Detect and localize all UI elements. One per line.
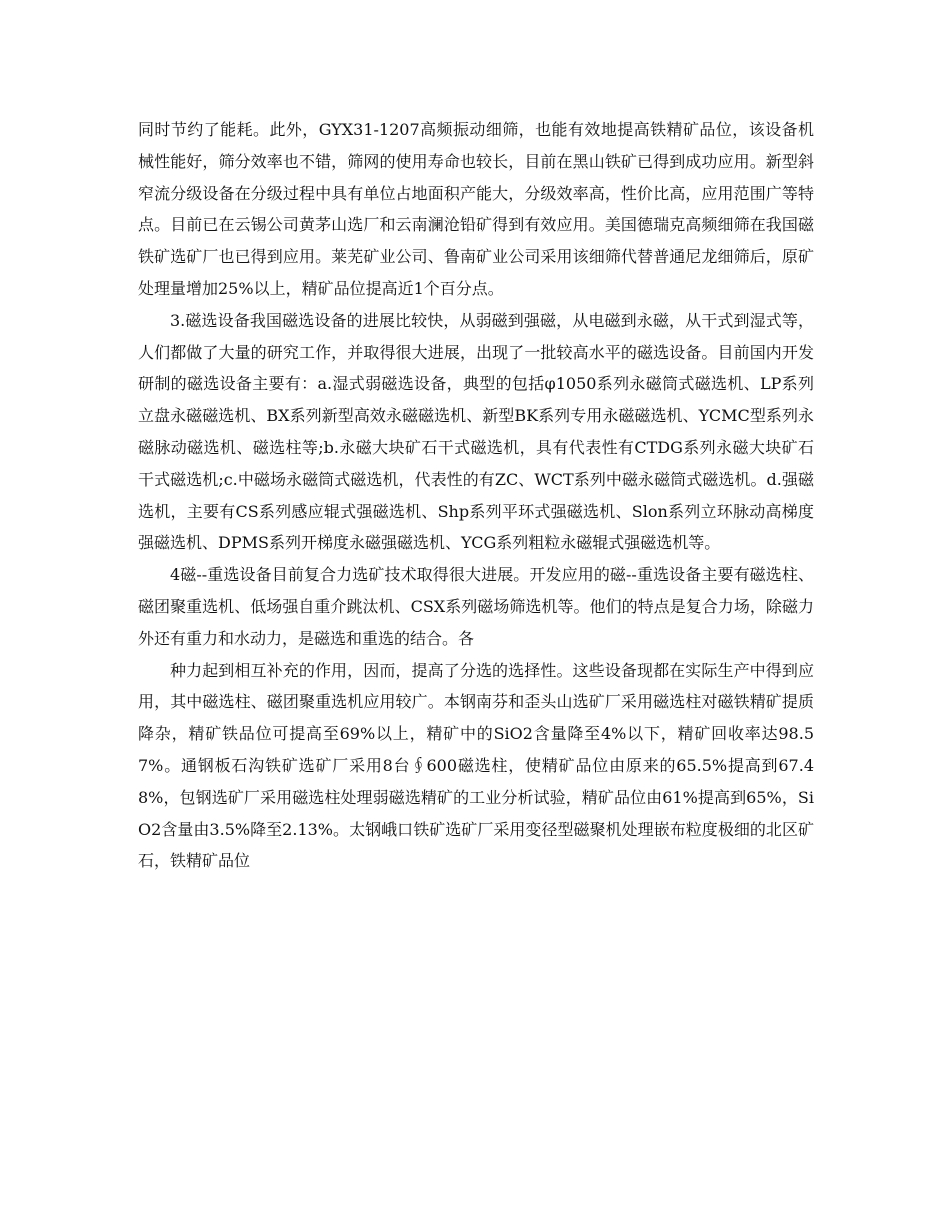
paragraph-magnetic-separation-equipment: 3.磁选设备我国磁选设备的进展比较快，从弱磁到强磁，从电磁到永磁，从干式到湿式等，人们都做了大量的研究工作，并取得很大进展，出现了一批较高水平的磁选设备。目前国内开发研制的磁选设备主要有：a.湿式弱磁选设备，典型的包括φ1050系列永磁筒式磁选机、LP系列立盘永磁磁选机、BX系列新型高效永磁磁选机、新型BK系列专用永磁磁选机、YCMC型系列永磁脉动磁选机、磁选柱等;b.永磁大块矿石干式磁选机，具有代表性有CTDG系列永磁大块矿石干式磁选机;c.中磁场永磁筒式磁选机，代表性的有ZC、WCT系列中磁永磁筒式磁选机。d.强磁选机，主要有CS系列感应辊式强磁选机、Shp系列平环式强磁选机、Slon系列立环脉动高梯度强磁选机、DPMS系列开梯度永磁强磁选机、YCG系列粗粒永磁辊式强磁选机等。 (138, 310, 814, 553)
paragraph-magnetic-gravity-equipment: 4磁--重选设备目前复合力选矿技术取得很大进展。开发应用的磁--重选设备主要有磁选柱、磁团聚重选机、低场强自重介跳汰机、CSX系列磁场筛选机等。他们的特点是复合力场，除磁力外还有重力和水动力，是磁选和重选的结合。各 (138, 565, 814, 648)
paragraph-screening-equipment: 同时节约了能耗。此外，GYX31-1207高频振动细筛，也能有效地提高铁精矿品位，该设备机械性能好，筛分效率也不错，筛网的使用寿命也较长，目前在黑山铁矿已得到成功应用。新型斜窄流分级设备在分级过程中具有单位占地面积产能大，分级效率高，性价比高，应用范围广等特点。目前已在云锡公司黄茅山选厂和云南澜沧铅矿得到有效应用。美国德瑞克高频细筛在我国磁铁矿选矿厂也已得到应用。莱芜矿业公司、鲁南矿业公司采用该细筛代替普通尼龙细筛后，原矿处理量增加25%以上，精矿品位提高近1个百分点。 (138, 120, 814, 298)
document-body (138, 114, 814, 877)
paragraph-applications: 种力起到相互补充的作用，因而，提高了分选的选择性。这些设备现都在实际生产中得到应用，其中磁选柱、磁团聚重选机应用较广。本钢南芬和歪头山选矿厂采用磁选柱对磁铁精矿提质降杂，精矿铁品位可提高至69%以上，精矿中的SiO2含量降至4%以下，精矿回收率达98.57%。通钢板石沟铁矿选矿厂采用8台∮600磁选柱，使精矿品位由原来的65.5%提高到67.48%，包钢选矿厂采用磁选柱处理弱磁选精矿的工业分析试验，精矿品位由61%提高到65%，SiO2含量由3.5%降至2.13%。太钢峨口铁矿选矿厂采用变径型磁聚机处理嵌布粒度极细的北区矿石，铁精矿品位 (138, 660, 814, 871)
